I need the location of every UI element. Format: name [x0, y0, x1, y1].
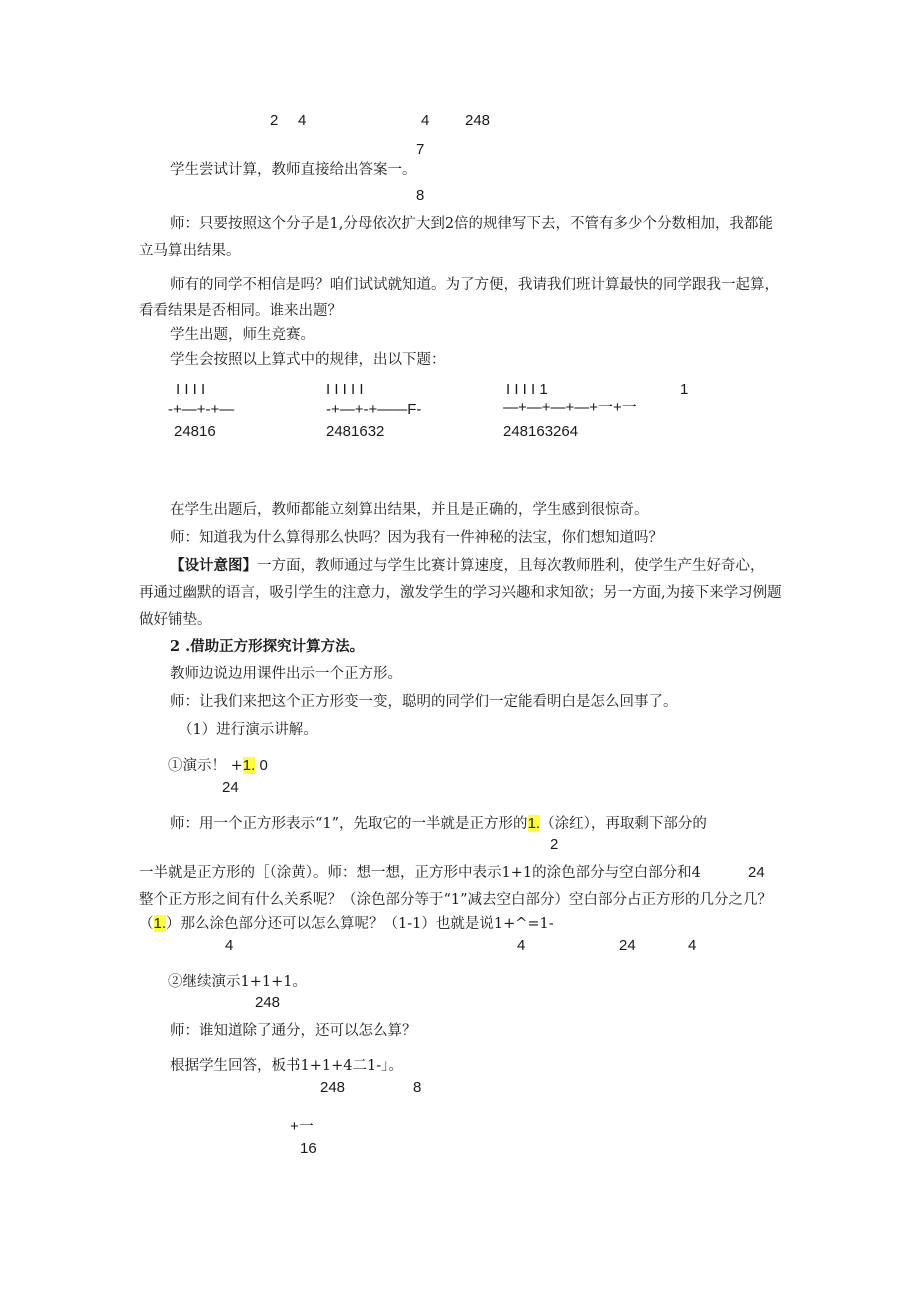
- demo-a-denominator: 24: [222, 779, 239, 796]
- fraction-denominator: 4: [298, 112, 307, 129]
- example-1-denominators: 24816: [174, 423, 216, 440]
- fraction-denominator: 248: [465, 112, 491, 129]
- design-intent-line-1: [170, 556, 765, 576]
- tail-plus: +一: [290, 1118, 314, 1135]
- denominator-row-item: 4: [517, 937, 526, 954]
- demo-a-suffix: 0: [255, 757, 268, 774]
- board-denominator: 248: [320, 1079, 346, 1096]
- demo-a-prefix: ①演示！ +: [168, 758, 243, 774]
- paragraph-after: 在学生出题后，教师都能立刻算出结果，并且是正确的，学生感到很惊奇。: [170, 502, 649, 518]
- fraction-denominator: 4: [421, 112, 430, 129]
- design-intent-line-2: 再通过幽默的语言，吸引学生的注意力，激发学生的学习兴趣和求知欲；另一方面,为接下来学习例题: [139, 585, 782, 601]
- half-number: 24: [748, 864, 765, 881]
- example-3-operators: —+—+—+—+一+一: [503, 399, 637, 416]
- example-4-numerator: 1: [680, 381, 689, 398]
- paragraph-board: 根据学生回答，板书1+1+4二1-」。: [170, 1058, 403, 1074]
- fraction-denominator: 2: [270, 112, 279, 129]
- paragraph-demo-1: （1）进行演示讲解。: [178, 722, 318, 738]
- demo-b-line: ②继续演示1+1+1。: [168, 974, 307, 990]
- tail-denominator: 16: [300, 1140, 317, 1157]
- example-3-denominators: 248163264: [503, 423, 579, 440]
- paren-rest: ）那么涂色部分还可以怎么算呢？（1-1）也就是说1+^=1-: [166, 916, 554, 932]
- paragraph-use-square: [170, 814, 707, 834]
- highlighted-fraction: 1.: [527, 815, 541, 832]
- demo-a-line: [168, 756, 268, 776]
- example-3-numerators: I I I I 1: [506, 381, 548, 398]
- use-square-suffix: （涂红），再取剩下部分的: [540, 816, 707, 832]
- example-2-denominators: 2481632: [326, 423, 385, 440]
- paragraph-teacher-1a: 师：只要按照这个分子是1,分母依次扩大到2倍的规律写下去，不管有多少个分数相加，我都能: [170, 216, 774, 232]
- paragraph-know: 师：知道我为什么算得那么快吗？因为我有一件神秘的法宝，你们想知道吗？: [170, 530, 663, 546]
- example-2-numerators: I I I I I: [326, 381, 364, 398]
- paragraph-square: 教师边说边用课件出示一个正方形。: [170, 666, 402, 682]
- design-intent-label: 【设计意图】: [170, 557, 257, 574]
- example-1-numerators: I I I I: [176, 381, 206, 398]
- paragraph-teacher-2a: 师有的同学不相信是吗？咱们试试就知道。为了方便，我请我们班计算最快的同学跟我一起算，: [170, 277, 779, 293]
- fraction-denominator: 8: [416, 187, 425, 204]
- use-square-denominator: 2: [550, 836, 559, 853]
- paren-open: （: [139, 916, 154, 932]
- highlighted-fraction: 1.: [153, 915, 167, 932]
- fraction-numerator: 7: [416, 141, 425, 158]
- demo-b-denominator: 248: [255, 994, 281, 1011]
- paragraph-whole: 整个正方形之间有什么关系呢？（涂色部分等于“1”减去空白部分）空白部分占正方形的几分之几？: [139, 892, 773, 908]
- paragraph-teacher-2b: 看看结果是否相同。谁来出题？: [139, 303, 342, 319]
- paragraph-change: 师：让我们来把这个正方形变一变，聪明的同学们一定能看明白是怎么回事了。: [170, 694, 678, 710]
- paragraph-half: 一半就是正方形的［（涂黄）。师：想一想，正方形中表示1+1的涂色部分与空白部分和4: [139, 865, 701, 881]
- example-1-operators: -+—+-+—: [168, 401, 235, 418]
- denominator-row-item: 4: [225, 937, 234, 954]
- design-intent-text: 一方面，教师通过与学生比赛计算速度，且每次教师胜利，使学生产生好奇心，: [257, 558, 765, 574]
- paragraph-paren: [139, 914, 554, 934]
- paragraph-teacher-1b: 立马算出结果。: [139, 243, 241, 259]
- paragraph-rule: 学生会按照以上算式中的规律，出以下题：: [170, 352, 446, 368]
- paragraph-try: 学生尝试计算，教师直接给出答案一。: [170, 162, 417, 178]
- use-square-prefix: 师：用一个正方形表示“1”，先取它的一半就是正方形的: [170, 816, 528, 832]
- board-denominator: 8: [413, 1079, 422, 1096]
- section-heading: 2 .借助正方形探究计算方法。: [170, 638, 365, 655]
- paragraph-contest: 学生出题，师生竞赛。: [170, 327, 315, 343]
- denominator-row-item: 4: [688, 937, 697, 954]
- design-intent-line-3: 做好铺垫。: [139, 612, 212, 628]
- example-2-operators: -+—+-+——F-: [326, 401, 422, 418]
- denominator-row-item: 24: [619, 937, 636, 954]
- highlighted-fraction: 1.: [242, 757, 256, 774]
- paragraph-who: 师：谁知道除了通分，还可以怎么算？: [170, 1023, 417, 1039]
